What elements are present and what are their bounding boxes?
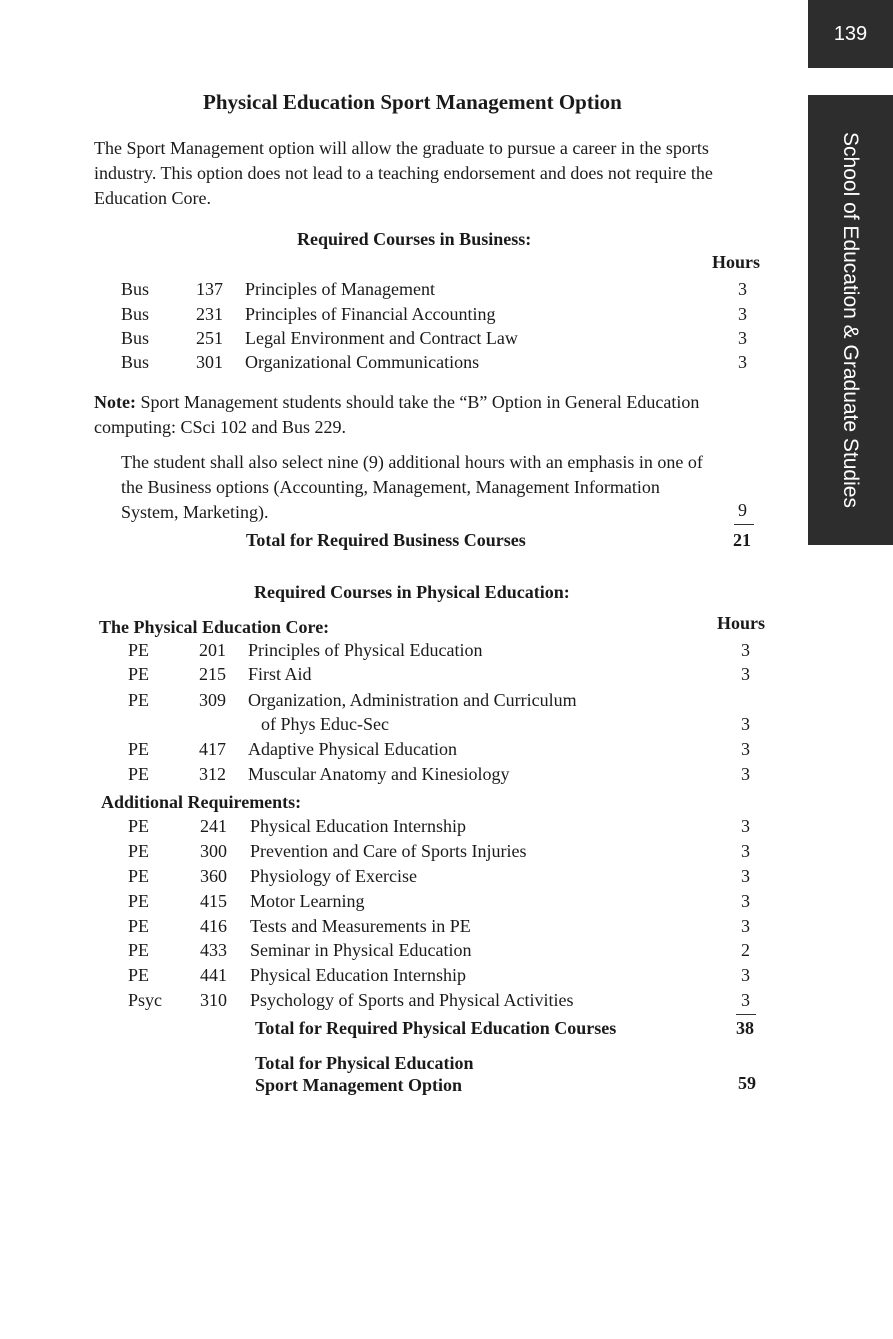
course-number: 241 [200,816,227,836]
course-number: 360 [200,866,227,886]
course-hours: 3 [738,279,747,299]
note-text: Sport Management students should take the “B” Option in General Education computing: CSci 102 and Bus 229. [94,392,700,437]
elective-hours: 9 [738,500,747,520]
course-number: 201 [199,640,226,660]
course-name: Principles of Management [245,279,435,299]
table-row [0,940,800,965]
note-label: Note: [94,392,136,412]
pe-total-hours: 38 [736,1018,754,1038]
course-number: 310 [200,990,227,1010]
course-dept: PE [128,866,150,886]
course-dept: Bus [121,279,150,299]
table-row [0,640,800,665]
course-hours: 3 [741,714,750,734]
business-total-label: Total for Required Business Courses [246,530,526,550]
course-name: Principles of Financial Accounting [245,304,496,324]
course-dept: PE [128,764,150,784]
course-dept: Bus [121,304,150,324]
table-row [0,690,800,715]
course-hours: 3 [741,841,750,861]
table-row [0,352,800,377]
table-row [0,739,800,764]
course-name: Motor Learning [250,891,365,911]
course-hours: 3 [741,764,750,784]
course-dept: PE [128,816,150,836]
course-hours: 3 [738,352,747,372]
course-name: Physical Education Internship [250,965,466,985]
intro-paragraph: The Sport Management option will allow the graduate to pursue a career in the sports industry. This option does not lead to a teaching endorsement and does not require the Education Core. [94,138,713,208]
table-row [0,866,800,891]
course-dept: PE [128,940,150,960]
course-dept: PE [128,640,150,660]
course-number: 301 [196,352,223,372]
course-name: Organizational Communications [245,352,480,372]
course-hours: 3 [741,965,750,985]
table-row [0,841,800,866]
course-hours: 3 [741,664,750,684]
course-dept: PE [128,891,150,911]
course-name: Physical Education Internship [250,816,466,836]
page-number: 139 [833,22,868,45]
course-hours: 3 [741,739,750,759]
course-dept: PE [128,965,150,985]
business-hours-header: Hours [712,252,761,272]
subtotal-rule [736,1014,756,1015]
course-number: 251 [196,328,223,348]
course-dept: Bus [121,352,150,372]
course-name: Seminar in Physical Education [250,940,472,960]
course-number: 309 [199,690,226,710]
business-total-hours: 21 [733,530,751,550]
section-tab-label: School of Education & Graduate Studies [839,132,862,508]
additional-heading: Additional Requirements: [101,792,302,812]
section-side-tab [808,95,893,545]
table-row [0,304,800,329]
course-hours: 3 [738,304,747,324]
table-row [0,764,800,789]
course-hours: 3 [741,990,750,1010]
grand-total-hours: 59 [738,1073,756,1093]
course-name: Principles of Physical Education [248,640,483,660]
table-row [0,816,800,841]
grand-total-label-line1: Total for Physical Education [255,1053,474,1073]
course-number: 417 [199,739,226,759]
course-name-continued: of Phys Educ-Sec [261,714,389,734]
pe-heading: Required Courses in Physical Education: [254,582,570,602]
course-number: 300 [200,841,227,861]
course-name: First Aid [248,664,312,684]
course-number: 231 [196,304,223,324]
grand-total-label-line2: Sport Management Option [255,1075,462,1095]
course-hours: 3 [738,328,747,348]
pe-core-heading: The Physical Education Core: [99,617,330,637]
table-row [0,664,800,689]
course-name: Muscular Anatomy and Kinesiology [248,764,510,784]
course-name: Psychology of Sports and Physical Activities [250,990,574,1010]
course-dept: Psyc [128,990,163,1010]
course-dept: PE [128,739,150,759]
subtotal-rule [734,524,754,525]
table-row [0,891,800,916]
course-dept: PE [128,841,150,861]
business-heading: Required Courses in Business: [297,229,532,249]
course-dept: Bus [121,328,150,348]
course-dept: PE [128,664,150,684]
course-name: Tests and Measurements in PE [250,916,471,936]
course-hours: 3 [741,866,750,886]
course-name: Organization, Administration and Curriculum [248,690,577,710]
course-dept: PE [128,916,150,936]
course-number: 137 [196,279,223,299]
course-name: Prevention and Care of Sports Injuries [250,841,527,861]
table-row [0,328,800,353]
course-number: 416 [200,916,227,936]
course-hours: 2 [741,940,750,960]
course-number: 312 [199,764,226,784]
table-row [0,916,800,941]
course-hours: 3 [741,916,750,936]
course-hours: 3 [741,816,750,836]
table-row [0,990,800,1015]
course-name: Adaptive Physical Education [248,739,457,759]
course-dept: PE [128,690,150,710]
course-name: Legal Environment and Contract Law [245,328,518,348]
course-number: 215 [199,664,226,684]
course-number: 441 [200,965,227,985]
course-name: Physiology of Exercise [250,866,417,886]
table-row [0,279,800,304]
course-number: 433 [200,940,227,960]
course-number: 415 [200,891,227,911]
table-row [0,965,800,990]
page-title: Physical Education Sport Management Option [203,90,622,114]
pe-hours-header: Hours [717,613,766,633]
pe-total-label: Total for Required Physical Education Courses [255,1018,617,1038]
course-hours: 3 [741,891,750,911]
table-row-continued [0,714,800,739]
business-note [94,390,784,440]
page-number-tab [808,0,893,68]
course-hours: 3 [741,640,750,660]
elective-paragraph: The student shall also select nine (9) additional hours with an emphasis in one of the Business options (Accounting, Management, Management Information System, Marketing). [121,452,703,522]
